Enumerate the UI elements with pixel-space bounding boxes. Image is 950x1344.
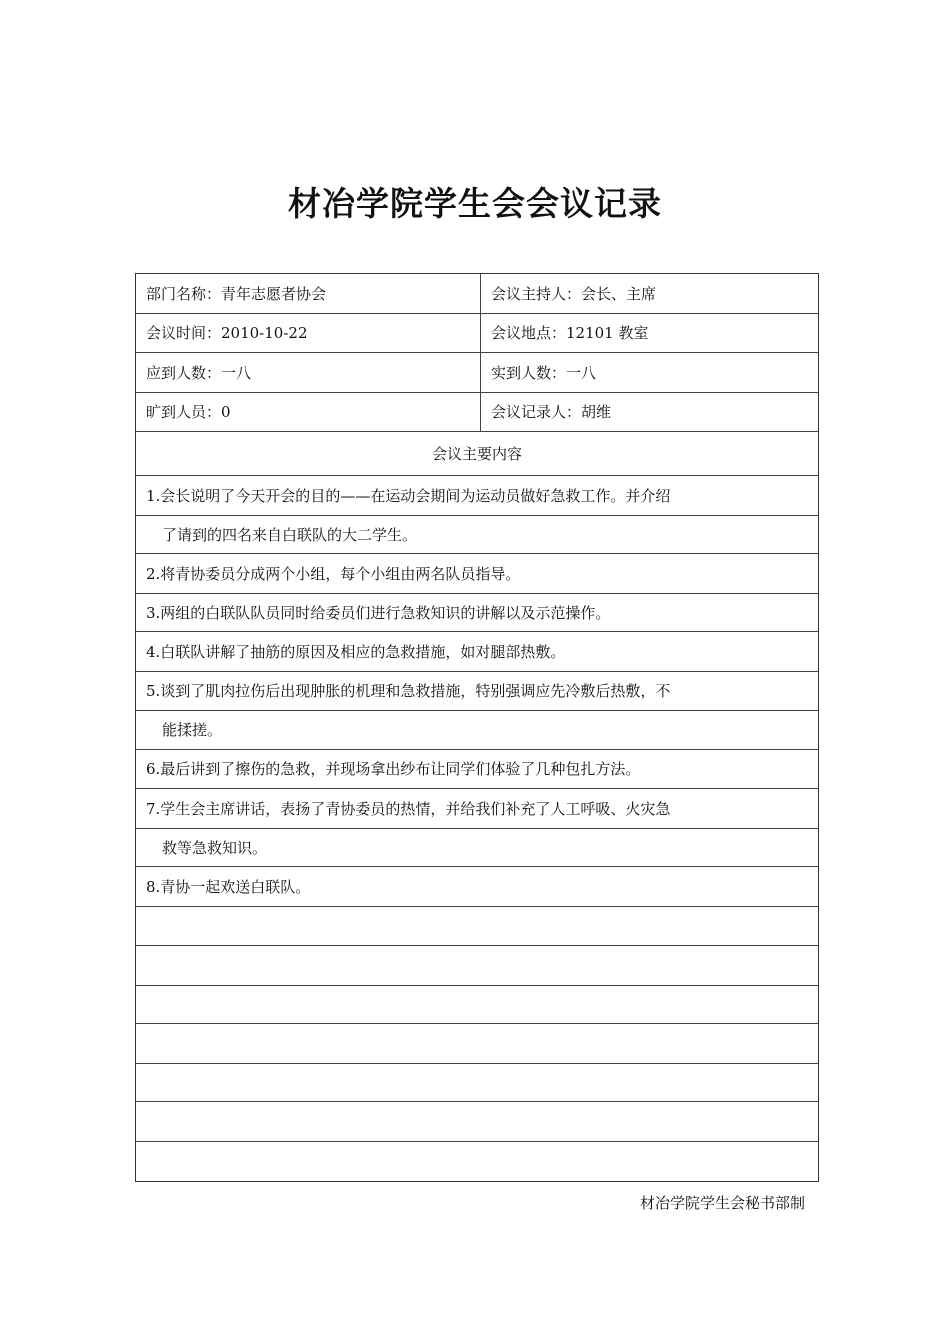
content-line <box>136 632 818 672</box>
content-text: 7.学生会主席讲话，表扬了青协委员的热情，并给我们补充了人工呼吸、火灾急 <box>146 799 671 818</box>
time-cell: 会议时间：2010-10-22 <box>136 314 481 353</box>
empty-line <box>136 1024 818 1064</box>
expected-attendance-cell: 应到人数：一八 <box>136 353 481 392</box>
content-text: 8.青协一起欢送白联队。 <box>146 877 311 896</box>
content-line <box>136 867 818 907</box>
table-row <box>136 432 818 476</box>
content-text: 1.会长说明了今天开会的目的——在运动会期间为运动员做好急救工作。并介绍 <box>146 486 671 505</box>
recorder-cell: 会议记录人：胡维 <box>491 403 612 422</box>
content-line <box>136 711 818 750</box>
content-text: 6.最后讲到了擦伤的急救，并现场拿出纱布让同学们体验了几种包扎方法。 <box>146 760 641 779</box>
content-text: 了请到的四名来自白联队的大二学生。 <box>162 525 418 544</box>
table-row <box>136 274 818 314</box>
content-text: 能揉搓。 <box>162 721 223 740</box>
absent-cell: 旷到人员：0 <box>136 393 481 432</box>
footer-note: 材冶学院学生会秘书部制 <box>639 1194 805 1212</box>
content-line <box>136 789 818 829</box>
content-line <box>136 750 818 790</box>
table-row <box>136 393 818 433</box>
content-text: 5.谈到了肌肉拉伤后出现肿胀的机理和急救措施，特别强调应先冷敷后热敷，不 <box>146 682 671 701</box>
content-text: 救等急救知识。 <box>162 838 268 857</box>
content-line <box>136 476 818 516</box>
table-row <box>136 314 818 354</box>
empty-line <box>136 907 818 947</box>
table-row <box>136 353 818 393</box>
empty-line <box>136 1064 818 1103</box>
content-line <box>136 554 818 594</box>
content-line <box>136 829 818 868</box>
content-line <box>136 672 818 712</box>
department-cell: 部门名称：青年志愿者协会 <box>136 274 481 313</box>
page-title: 材冶学院学生会会议记录 <box>288 184 662 223</box>
empty-line <box>136 1142 818 1182</box>
empty-line <box>136 1102 818 1142</box>
content-text: 3.两组的白联队队员同时给委员们进行急救知识的讲解以及示范操作。 <box>146 603 611 622</box>
actual-attendance-cell: 实到人数：一八 <box>491 363 597 382</box>
content-text: 2.将青协委员分成两个小组，每个小组由两名队员指导。 <box>146 564 521 583</box>
location-cell: 会议地点：12101 教室 <box>491 324 649 343</box>
content-header: 会议主要内容 <box>431 445 522 463</box>
host-cell: 会议主持人：会长、主席 <box>491 284 657 303</box>
empty-line <box>136 946 818 986</box>
content-text: 4.白联队讲解了抽筋的原因及相应的急救措施，如对腿部热敷。 <box>146 642 566 661</box>
empty-line <box>136 986 818 1025</box>
content-line <box>136 594 818 633</box>
meeting-record-table <box>135 273 819 1182</box>
content-line <box>136 516 818 555</box>
